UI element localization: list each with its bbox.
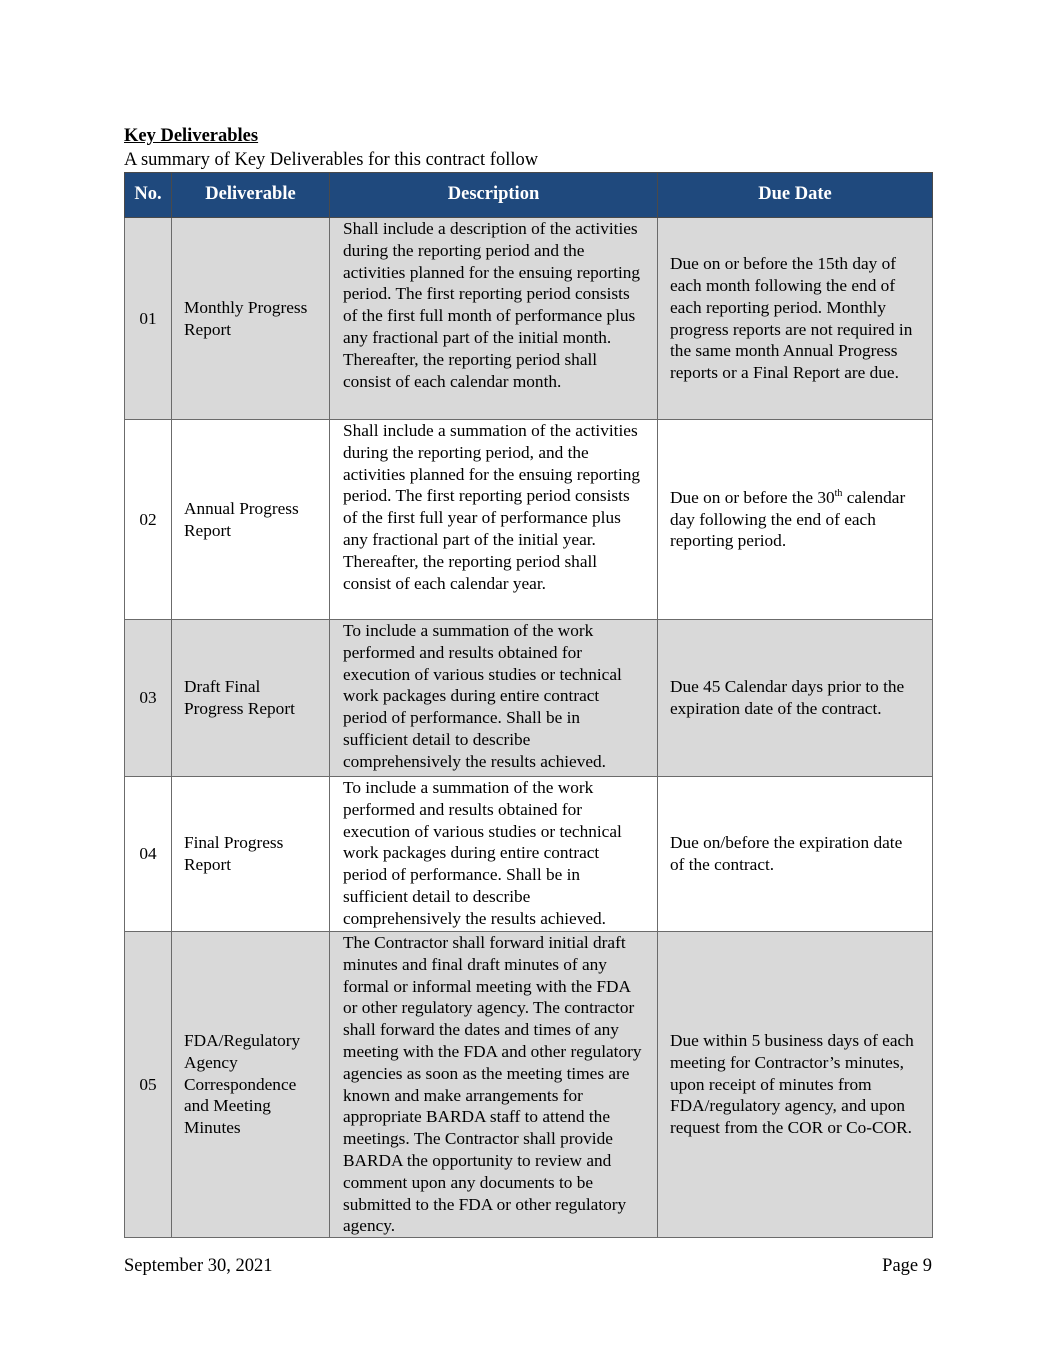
column-header-due-date: Due Date <box>658 173 933 218</box>
deliverable-name: Monthly Progress Report <box>172 218 330 420</box>
deliverable-name: Draft Final Progress Report <box>172 620 330 777</box>
row-number: 05 <box>125 932 172 1238</box>
deliverable-due-date: Due on/before the expiration date of the contract. <box>658 777 933 932</box>
footer-date: September 30, 2021 <box>124 1256 273 1276</box>
table-header-row <box>125 173 933 218</box>
due-date-text: Due on or before the 30 <box>670 487 835 507</box>
deliverable-due-date: Due within 5 business days of each meeting for Contractor’s minutes, upon receipt of minutes from FDA/regulatory agency, and upon request from the COR or Co-COR. <box>658 932 933 1238</box>
column-header-deliverable: Deliverable <box>172 173 330 218</box>
deliverable-description: Shall include a description of the activities during the reporting period and the activities planned for the ensuing reporting period. The first reporting period consists of the first full month of performance plus any fractional part of the initial month. Thereafter, the reporting period shall consist of each calendar month. <box>330 218 658 420</box>
table-row <box>125 218 933 420</box>
row-number: 02 <box>125 420 172 620</box>
deliverable-due-date <box>658 420 933 620</box>
ordinal-suffix: th <box>834 488 843 500</box>
row-number: 01 <box>125 218 172 420</box>
deliverables-table <box>124 172 933 1238</box>
deliverable-description: To include a summation of the work performed and results obtained for execution of various studies or technical work packages during entire contract period of performance. Shall be in sufficient detail to describe comprehensively the results achieved. <box>330 620 658 777</box>
deliverable-description: Shall include a summation of the activities during the reporting period, and the activities planned for the ensuing reporting period. The first reporting period consists of the first full year of performance plus any fractional part of the initial year. Thereafter, the reporting period shall consist of each calendar year. <box>330 420 658 620</box>
deliverable-due-date: Due 45 Calendar days prior to the expiration date of the contract. <box>658 620 933 777</box>
row-number: 03 <box>125 620 172 777</box>
table-row <box>125 932 933 1238</box>
section-intro: A summary of Key Deliverables for this contract follow <box>124 150 539 170</box>
table-row <box>125 620 933 777</box>
deliverable-name: Annual Progress Report <box>172 420 330 620</box>
deliverable-due-date: Due on or before the 15th day of each month following the end of each reporting period. Monthly progress reports are not required in the same month Annual Progress reports or a Final Report are due. <box>658 218 933 420</box>
deliverable-name: Final Progress Report <box>172 777 330 932</box>
column-header-no: No. <box>125 173 172 218</box>
deliverable-name: FDA/Regulatory Agency Correspondence and Meeting Minutes <box>172 932 330 1238</box>
column-header-description: Description <box>330 173 658 218</box>
due-date-text-cont: calendar day following the end of each reporting period. <box>670 487 906 551</box>
section-heading: Key Deliverables <box>124 126 259 146</box>
deliverable-description: To include a summation of the work performed and results obtained for execution of various studies or technical work packages during entire contract period of performance. Shall be in sufficient detail to describe comprehensively the results achieved. <box>330 777 658 932</box>
row-number: 04 <box>125 777 172 932</box>
deliverable-description: The Contractor shall forward initial draft minutes and final draft minutes of any formal or informal meeting with the FDA or other regulatory agency. The contractor shall forward the dates and times of any meeting with the FDA and other regulatory agencies as soon as the meeting times are known and make arrangements for appropriate BARDA staff to attend the meetings. The Contractor shall provide BARDA the opportunity to review and comment upon any documents to be submitted to the FDA or other regulatory agency. <box>330 932 658 1238</box>
table-row <box>125 777 933 932</box>
table-row <box>125 420 933 620</box>
footer-page-number: Page 9 <box>882 1256 932 1276</box>
